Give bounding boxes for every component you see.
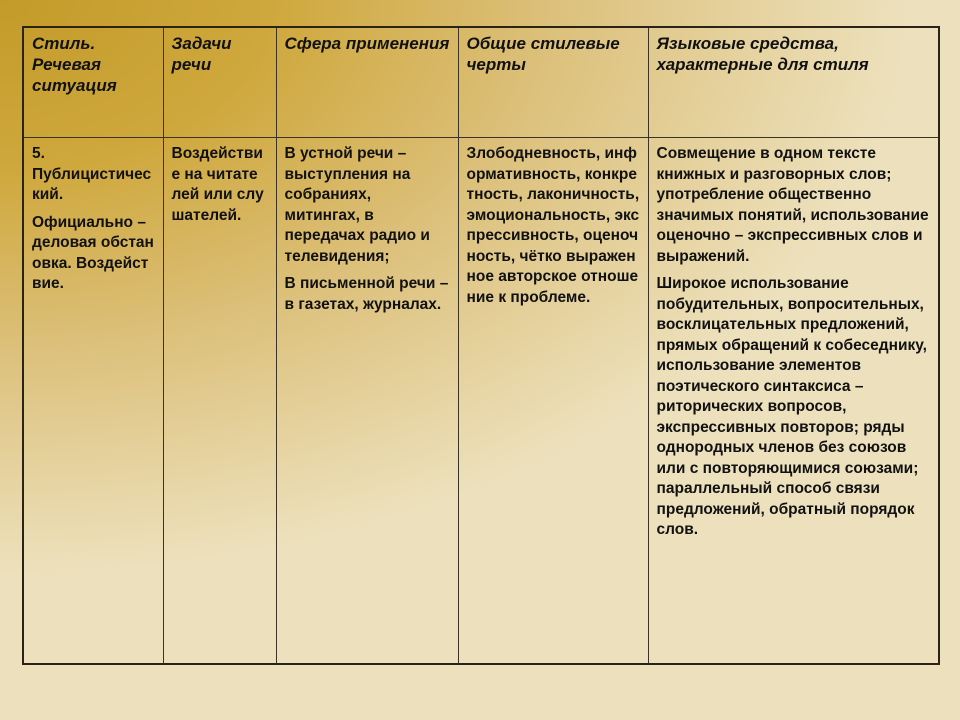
header-speech-tasks: Задачи речи	[163, 27, 276, 138]
header-general-features: Общие стилевые черты	[458, 27, 648, 138]
cell-style-situation	[23, 138, 163, 665]
cell-speech-tasks	[163, 138, 276, 665]
features-text: Злободневность, информативность, конкретность, лаконичность, эмоциональность, экспрессивность, оценочность, чётко выраженное авторское отношение к проблеме.	[466, 145, 640, 306]
header-language-means: Языковые средства, характерные для стиля	[648, 27, 939, 138]
means-text-2: Широкое использование побудительных, вопросительных, восклицательных предложений, прямых обращений к собеседнику, использование элементов поэтического синтаксиса – риторических вопросов, экспрессивных повторов; ряды однородных членов без союзов или с повторяющимися союзами; параллельный способ связи предложений, обратный порядок слов.	[656, 275, 927, 538]
cell-sphere	[276, 138, 458, 665]
style-name: Публицистический.	[32, 165, 152, 203]
header-style-situation: Стиль. Речевая ситуация	[23, 27, 163, 138]
table-row	[23, 138, 939, 665]
style-number: 5.	[32, 145, 45, 162]
cell-language-means	[648, 138, 939, 665]
cell-general-features	[458, 138, 648, 665]
sphere-written-text: В письменной речи – в газетах, журналах.	[284, 275, 449, 313]
means-text-1: Совмещение в одном тексте книжных и разговорных слов; употребление общественно значимых понятий, использование оценочно – экспрессивных слов и выражений.	[656, 145, 929, 265]
header-sphere: Сфера применения	[276, 27, 458, 138]
sphere-oral-text: В устной речи – выступления на собраниях, митингах, в передачах радио и телевидения;	[284, 145, 430, 265]
publicistic-style-table	[22, 26, 940, 665]
tasks-text: Воздействие на читателей или слушателей.	[171, 145, 264, 224]
situation-text: Официально – деловая обстановка. Воздействие.	[32, 213, 154, 292]
header-row	[23, 27, 939, 138]
